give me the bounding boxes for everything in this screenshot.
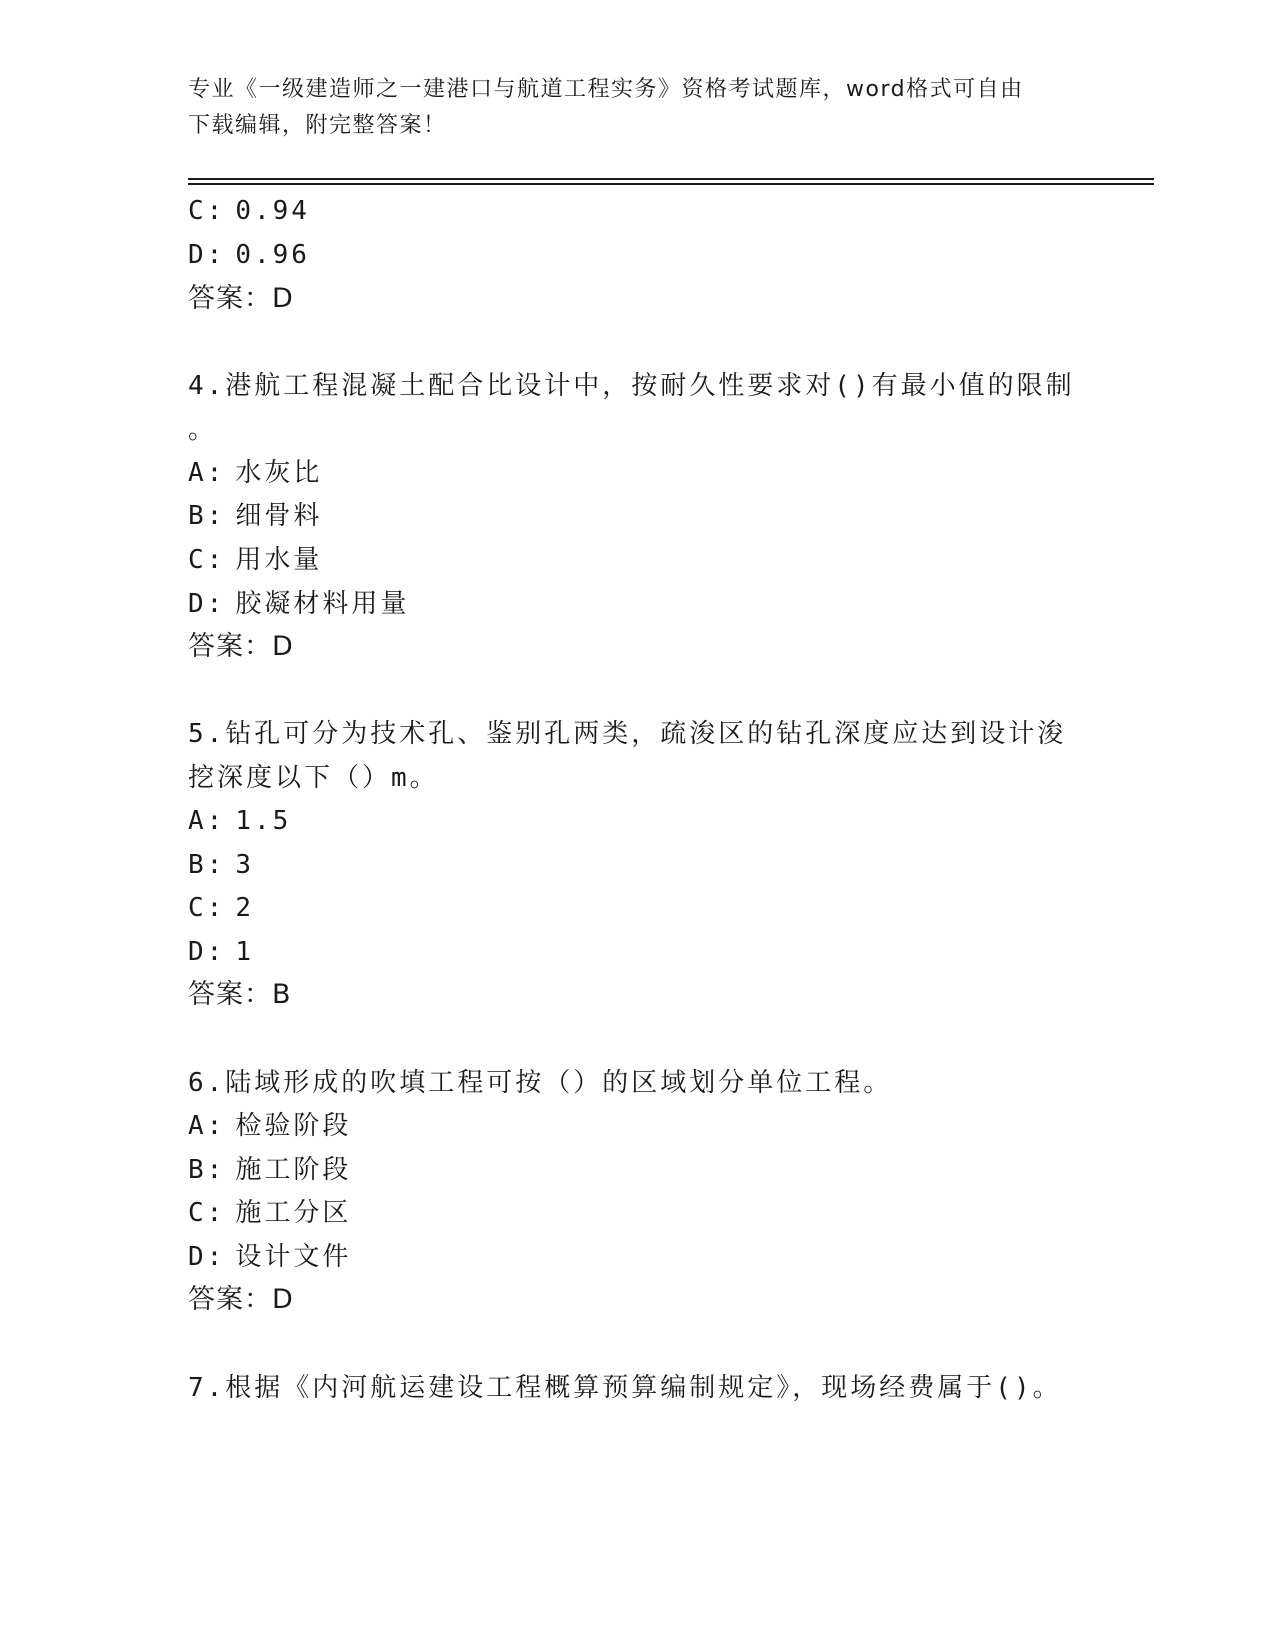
question-6-stem-line-1: 6.陆域形成的吹填工程可按（）的区域划分单位工程。 xyxy=(188,1068,893,1098)
question-5-option-b: B: 3 xyxy=(188,850,254,880)
question-4-option-c: C: 用水量 xyxy=(188,545,323,575)
header-line-2: 下载编辑，附完整答案！ xyxy=(188,113,447,138)
header-rule-bottom xyxy=(188,183,1154,185)
question-4-stem-line-2: 。 xyxy=(188,415,218,445)
question-5-stem-line-2: 挖深度以下（）m。 xyxy=(188,763,439,793)
question-4-option-d: D: 胶凝材料用量 xyxy=(188,589,410,619)
document-header xyxy=(188,72,1088,144)
question-7-stem-line-1: 7.根据《内河航运建设工程概算预算编制规定》，现场经费属于()。 xyxy=(188,1373,1062,1403)
question-4-option-a: A: 水灰比 xyxy=(188,458,323,488)
header-line-1: 专业《一级建造师之一建港口与航道工程实务》资格考试题库，word格式可自由 xyxy=(188,77,1024,102)
question-6-answer: 答案：D xyxy=(188,1284,294,1315)
question-4-stem-line-1: 4.港航工程混凝土配合比设计中，按耐久性要求对()有最小值的限制 xyxy=(188,371,1075,401)
question-4-option-b: B: 细骨料 xyxy=(188,501,323,531)
question-6-option-d: D: 设计文件 xyxy=(188,1242,352,1272)
question-5-option-a: A: 1.5 xyxy=(188,806,292,836)
header-rule-top xyxy=(188,178,1154,180)
question-5-stem-line-1: 5.钻孔可分为技术孔、鉴别孔两类，疏浚区的钻孔深度应达到设计浚 xyxy=(188,719,1067,749)
question-5-answer: 答案：B xyxy=(188,979,292,1010)
question-4-answer: 答案：D xyxy=(188,631,294,662)
answer-line: 答案：D xyxy=(188,283,294,314)
question-6-option-a: A: 检验阶段 xyxy=(188,1111,352,1141)
option-c: C: 0.94 xyxy=(188,196,310,226)
question-5-option-c: C: 2 xyxy=(188,893,254,923)
question-5-option-d: D: 1 xyxy=(188,937,254,967)
option-d: D: 0.96 xyxy=(188,240,310,270)
question-6-option-c: C: 施工分区 xyxy=(188,1198,352,1228)
question-6-option-b: B: 施工阶段 xyxy=(188,1155,352,1185)
